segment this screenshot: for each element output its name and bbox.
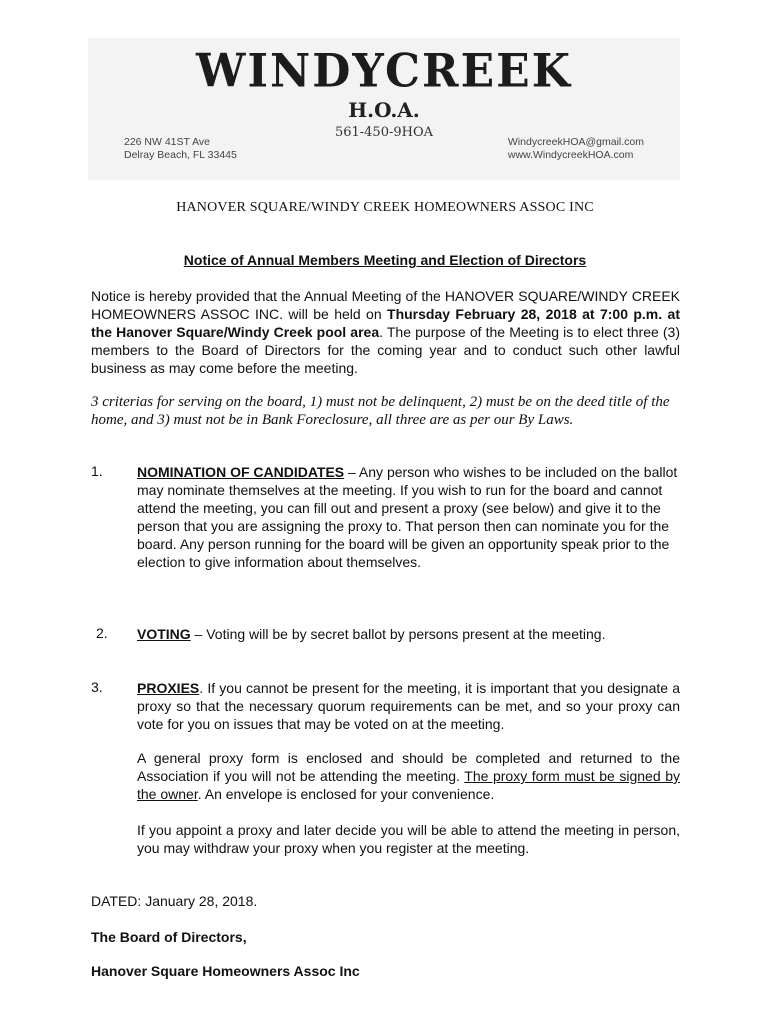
item-number-3: 3. bbox=[91, 679, 103, 695]
board-criteria: 3 criterias for serving on the board, 1) must not be delinquent, 2) must be on the deed title of the home, and 3) must not be in Bank Foreclosure, all three are as per our By Laws. bbox=[91, 394, 670, 428]
item-number-1: 1. bbox=[91, 463, 103, 479]
hoa-email: WindycreekHOA@gmail.com bbox=[507, 136, 644, 148]
voting-item bbox=[137, 625, 680, 643]
address-line-2: Delray Beach, FL 33445 bbox=[124, 149, 237, 161]
nomination-text: – Any person who wishes to be included on the ballot may nominate themselves at the meeting. If you wish to run for the board and cannot attend the meeting, you can fill out and present a proxy (see below) and give it to the person that you are assigning the proxy to. That person then can nominate you for the board. Any person running for the board will be given an opportunity speak prior to the election to give information about themselves. bbox=[137, 464, 678, 570]
nomination-heading: NOMINATION OF CANDIDATES bbox=[137, 464, 345, 480]
hoa-logo-title: WINDYCREEK bbox=[196, 44, 572, 99]
voting-heading: VOTING bbox=[137, 626, 191, 642]
hoa-contact bbox=[508, 136, 644, 162]
proxies-item bbox=[137, 679, 680, 733]
proxy-signed-notice: The proxy form must be signed by the owner bbox=[137, 768, 680, 802]
intro-text-1: Notice is hereby provided that the Annual Meeting of the HANOVER SQUARE/WINDY CREEK HOMEOWNERS ASSOC INC. will be held on bbox=[91, 288, 680, 322]
nomination-item bbox=[137, 463, 680, 571]
dated-line: DATED: January 28, 2018. bbox=[91, 893, 258, 909]
item-number-2: 2. bbox=[96, 625, 108, 641]
hoa-phone: 561-450-9HOA bbox=[334, 125, 434, 140]
proxy-form-paragraph bbox=[137, 749, 680, 803]
signoff: The Board of Directors, bbox=[91, 929, 247, 945]
proxy-form-text-2: . An envelope is enclosed for your convenience. bbox=[197, 786, 495, 802]
voting-text: – Voting will be by secret ballot by persons present at the meeting. bbox=[190, 626, 606, 642]
letterhead bbox=[88, 38, 680, 180]
intro-text-2: . The purpose of the Meeting is to elect three (3) members to the Board of Directors for the coming year and to conduct such other lawful business as may come before the meeting. bbox=[91, 324, 681, 376]
proxy-withdraw-paragraph: If you appoint a proxy and later decide you will be able to attend the meeting in person, you may withdraw your proxy when you register at the meeting. bbox=[137, 822, 680, 856]
meeting-date-location: Thursday February 28, 2018 at 7:00 p.m. at the Hanover Square/Windy Creek pool area bbox=[91, 306, 680, 340]
proxies-heading: PROXIES bbox=[137, 680, 200, 696]
proxy-form-text-1: A general proxy form is enclosed and should be completed and returned to the Association if you will not be attending the meeting. bbox=[137, 750, 680, 784]
hoa-address bbox=[124, 136, 237, 162]
proxies-text: . If you cannot be present for the meeting, it is important that you designate a proxy so that the necessary quorum requirements can be met, and so your proxy can vote for you on issues that may be voted on at the meeting. bbox=[137, 680, 680, 732]
intro-paragraph bbox=[91, 287, 680, 377]
address-line-1: 226 NW 41ST Ave bbox=[124, 136, 210, 148]
notice-title: Notice of Annual Members Meeting and Election of Directors bbox=[183, 252, 587, 268]
association-name: HANOVER SQUARE/WINDY CREEK HOMEOWNERS ASSOC INC bbox=[176, 200, 594, 215]
hoa-website: www.WindycreekHOA.com bbox=[507, 149, 634, 161]
hoa-logo-subtitle: H.O.A. bbox=[348, 98, 420, 122]
signoff-organization: Hanover Square Homeowners Assoc Inc bbox=[91, 963, 360, 979]
